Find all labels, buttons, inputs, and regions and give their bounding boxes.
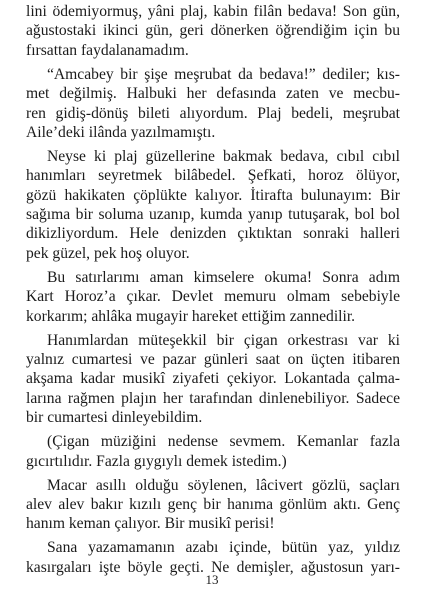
text-line: Macar asıllı olduğu söylenen, lâcivert gözlü, saçları — [47, 476, 400, 494]
text-line: sağıma bir soluma uzanıp, kumda yanıp tutuşarak, bol bol — [26, 206, 400, 224]
page-number: 13 — [205, 572, 219, 587]
paragraph-3 — [26, 147, 400, 263]
text-line: Neyse ki plaj güzellerine bakmak bedava, cıbıl cıbıl — [47, 147, 400, 165]
text-line: Aile’deki ilânda yazılmamıştı. — [26, 123, 216, 141]
text-line: yalnız cumartesi ve pazar günleri saat on üçten itibaren — [26, 351, 400, 369]
text-line: gözü hakikaten çöplükte kalıyor. İtirafta bulunayım: Bir — [26, 186, 400, 204]
text-line: akşama kadar musikî ziyafeti çekiyor. Lokantada çalma- — [26, 370, 400, 388]
book-page-body — [26, 2, 400, 582]
text-line: korkarım; ahlâka mugayir hareket ettiğim zannedilir. — [26, 307, 356, 325]
paragraph-1 — [26, 2, 400, 60]
paragraph-6 — [26, 432, 400, 471]
text-line: “Amcabey bir şişe meşrubat da bedava!” dediler; kıs- — [47, 65, 400, 83]
text-line: (Çigan müziğini nedense sevmem. Kemanlar fazla — [47, 433, 400, 451]
paragraph-2 — [26, 65, 400, 143]
text-line: Kart Horoz’a çıkar. Devlet memuru olmam sebebiyle — [26, 288, 400, 306]
text-line: kasırgaları işte böyle geçti. Ne demişler, ağustosun yarı- — [26, 558, 400, 576]
text-line: fırsattan faydalanamadım. — [26, 41, 189, 59]
text-line: ağustostaki ikinci gün, geri dönerken öğrendiğim için bu — [26, 22, 400, 40]
text-line: hanımları seyretmek bilâbedel. Şefkati, horoz ölüyor, — [26, 167, 400, 185]
text-line: dikizliyordum. Hele denizden çıktıktan sonraki halleri — [26, 225, 400, 243]
text-line: Sana yazamamanın azabı içinde, bütün yaz, yıldız — [47, 539, 400, 557]
paragraph-4 — [26, 268, 400, 326]
text-line: alev alev bakır kızılı genç bir hanıma gönlüm aktı. Genç — [26, 495, 400, 513]
text-line: hanım keman çalıyor. Bir musikî perisi! — [26, 515, 275, 533]
text-line: ren gidiş-dönüş bileti alıyordum. Plaj bedeli, meşrubat — [26, 104, 400, 122]
paragraph-5 — [26, 331, 400, 428]
paragraph-7 — [26, 476, 400, 534]
text-line: Hanımlardan müteşekkil bir çigan orkestrası var ki — [47, 331, 400, 349]
text-line: met değilmiş. Halbuki her defasında zaten ve mecbu- — [26, 85, 400, 103]
text-line: larına rağmen plajın her tarafından dinlenebiliyor. Sadece — [26, 389, 400, 407]
text-line: bir cumartesi dinleyebildim. — [26, 409, 203, 427]
text-line: gıcırtılıdır. Fazla gıygıylı demek istedim.) — [26, 452, 287, 470]
text-line: pek güzel, pek hoş oluyor. — [26, 244, 190, 262]
text-line: lini ödemiyormuş, yâni plaj, kabin filân bedava! Son gün, — [26, 3, 400, 20]
text-line: Bu satırlarımı aman kimselere okuma! Sonra adım — [47, 268, 400, 286]
